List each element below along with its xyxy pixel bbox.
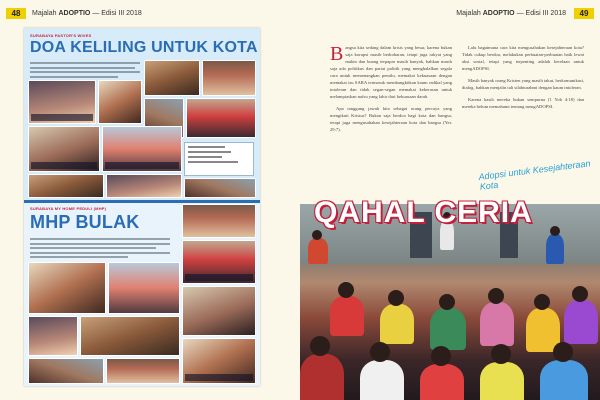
right-magazine-name: ADOPTIO: [482, 10, 515, 17]
section-mhp-bulak: [24, 200, 260, 386]
left-header-title: Majalah ADOPTIO — Edisi III 2018: [32, 10, 142, 17]
right-header-title: Majalah ADOPTIO — Edisi III 2018: [456, 10, 566, 17]
photo: [106, 358, 180, 384]
section-title: MHP BULAK: [30, 212, 140, 232]
photo: [186, 98, 256, 138]
section-intro-text: [30, 62, 140, 80]
photo: [106, 174, 182, 198]
dropcap: B: [330, 43, 344, 65]
photo: [202, 60, 256, 96]
photo: [28, 126, 100, 172]
photo: [98, 80, 142, 124]
photo: [144, 60, 200, 96]
article-column-1: [330, 44, 452, 138]
photo: [28, 316, 78, 356]
article-column-2: [462, 44, 584, 115]
section-sidebar-list: [184, 142, 254, 176]
section-title: DOA KELILING UNTUK KOTA: [30, 39, 258, 56]
section-kicker: SURABAYA PASTOR'S WIVES: [30, 33, 92, 38]
photo: [28, 358, 104, 384]
article-subtitle: Adopsi untuk Kesejahteraan Kota: [478, 158, 591, 192]
photo: [28, 80, 96, 124]
left-page-number: 48: [6, 8, 26, 19]
section-kicker: SURABAYA MY HOME PEDULI (MHP): [30, 206, 107, 211]
photo: [102, 126, 182, 172]
right-page-header: [300, 0, 600, 26]
section-intro-text: [30, 238, 170, 261]
photo: [80, 316, 180, 356]
article-paragraph: Bangsa kita sedang dalam krisis yang besar, karena bukan saja korupsi masih berkobaran, tetapi juga rakyat yang makin dan kuang terpapar masih banyak, bahkan masih saja ada politikus dan partai politik yang menghalalkan segala cara untuk memenangkan pemilu, memakai kekuasaan dengan memakai isu SARA termasuk membangkitkan kaum radikal yang intoleran dan tidak segan-segan memakai kekerasan untuk melampiaskan nafsu yang lahir dari kekuasaan darah.: [330, 43, 452, 99]
photo: [182, 240, 256, 284]
photo: [182, 286, 256, 336]
photo: [182, 204, 256, 238]
photo: [108, 262, 180, 314]
left-edition: — Edisi III 2018: [92, 10, 142, 17]
left-page-header: [0, 0, 300, 26]
photo: [28, 262, 106, 314]
article-paragraph: Apa tanggung jawab kita sebagai orang percaya yang mengikuti Kristus? Bukan saja berdoa bagi kota dan bangsa, tetapi juga mengusahakan kesejahteraan kota dan bangsa (Yer. 29:7).: [330, 106, 452, 132]
right-page: [300, 0, 600, 400]
photo: [184, 178, 256, 198]
main-photo-children-gathering: [300, 204, 600, 400]
photo: [182, 338, 256, 384]
left-magazine-name: ADOPTIO: [58, 10, 91, 17]
article-paragraph: Masih banyak orang Kristen yang masih takut, berkomunikasi, dialog, bahkan menjalin tali silahturahmi dengan kaum intoleran.: [462, 78, 584, 90]
inner-page-thumbnail: [24, 28, 260, 386]
right-edition: — Edisi III 2018: [516, 10, 566, 17]
article-paragraph: Lalu bagaimana cara kita mengusahakan kesejahteraan kota? Tidak cukup berdoa, melakukan perbuatan-perbuatan baik lewat aksi sosial, tetapi yang terpenting adalah kerelaan untuk mengADOPSI.: [462, 45, 584, 71]
article-title: QAHAL CERIA: [314, 196, 533, 229]
right-page-number: 49: [574, 8, 594, 19]
article-paragraph: Karena kasih mereka bukan sempurna (1 Yoh 4:18) dan mereka belum memahami tentang mengADOPSI.: [462, 97, 584, 109]
section-doa-keliling: [24, 28, 260, 200]
photo: [28, 174, 104, 198]
